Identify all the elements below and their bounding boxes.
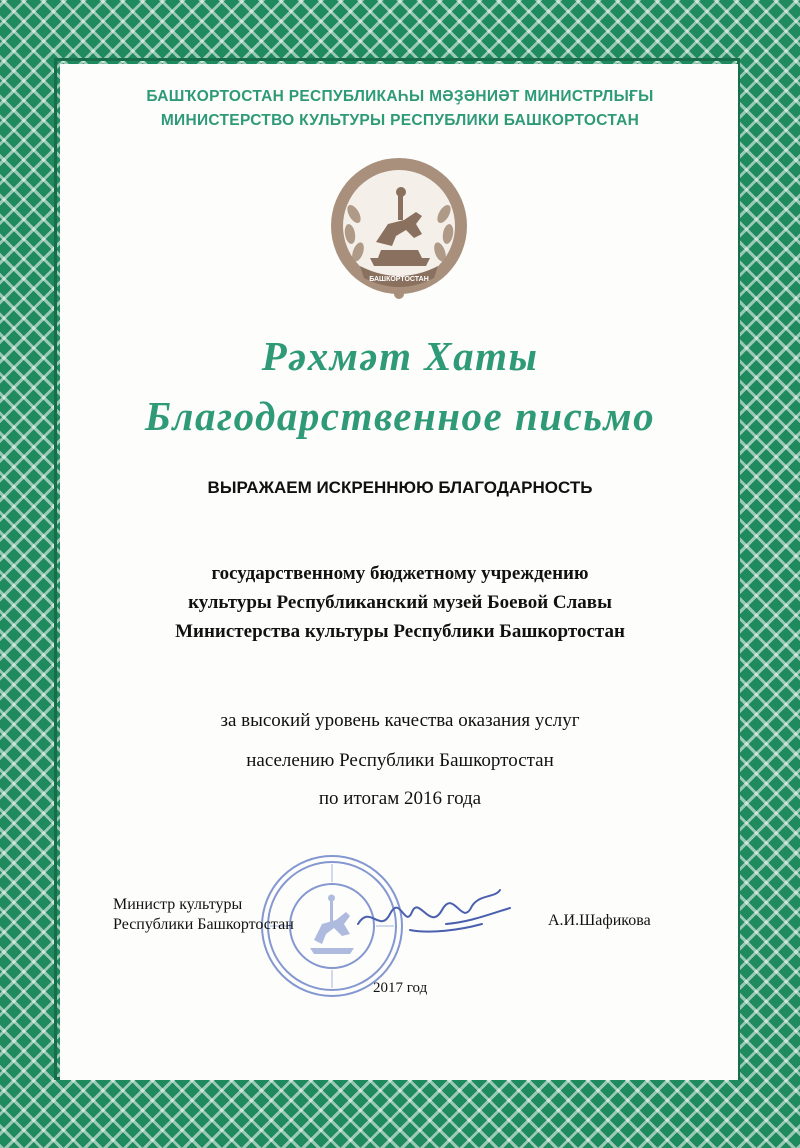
reason-line-3: по итогам 2016 года <box>318 788 482 809</box>
signatory-name: А.И.Шафикова <box>548 912 651 929</box>
reason-line-1: за высокий уровень качества оказания услуг <box>220 710 580 731</box>
bashkortostan-coat-of-arms-icon <box>326 154 472 302</box>
emblem-ribbon-text: БАШКОРТОСТАН <box>369 276 429 283</box>
recipient-line-1: государственному бюджетному учреждению <box>211 563 589 584</box>
reason-line-2: населению Республики Башкортостан <box>246 750 554 771</box>
headline: ВЫРАЖАЕМ ИСКРЕННЮЮ БЛАГОДАРНОСТЬ <box>207 478 593 497</box>
handwritten-signature <box>350 884 520 950</box>
issue-year: 2017 год <box>373 980 428 996</box>
signatory-position-line-1: Министр культуры <box>113 896 243 913</box>
title-bashkir: Рәхмәт Хаты <box>261 333 539 379</box>
recipient-line-3: Министерства культуры Республики Башкортостан <box>175 621 625 642</box>
recipient-line-2: культуры Республиканский музей Боевой Славы <box>188 592 612 613</box>
signatory-position-line-2: Республики Башкортостан <box>113 916 294 933</box>
ministry-name-bashkir: БАШҠОРТОСТАН РЕСПУБЛИКАҺЫ МӘҘӘНИӘТ МИНИСТРЛЫҒЫ <box>146 88 654 105</box>
title-russian: Благодарственное письмо <box>144 393 656 439</box>
ministry-name-russian: МИНИСТЕРСТВО КУЛЬТУРЫ РЕСПУБЛИКИ БАШКОРТОСТАН <box>160 112 640 129</box>
